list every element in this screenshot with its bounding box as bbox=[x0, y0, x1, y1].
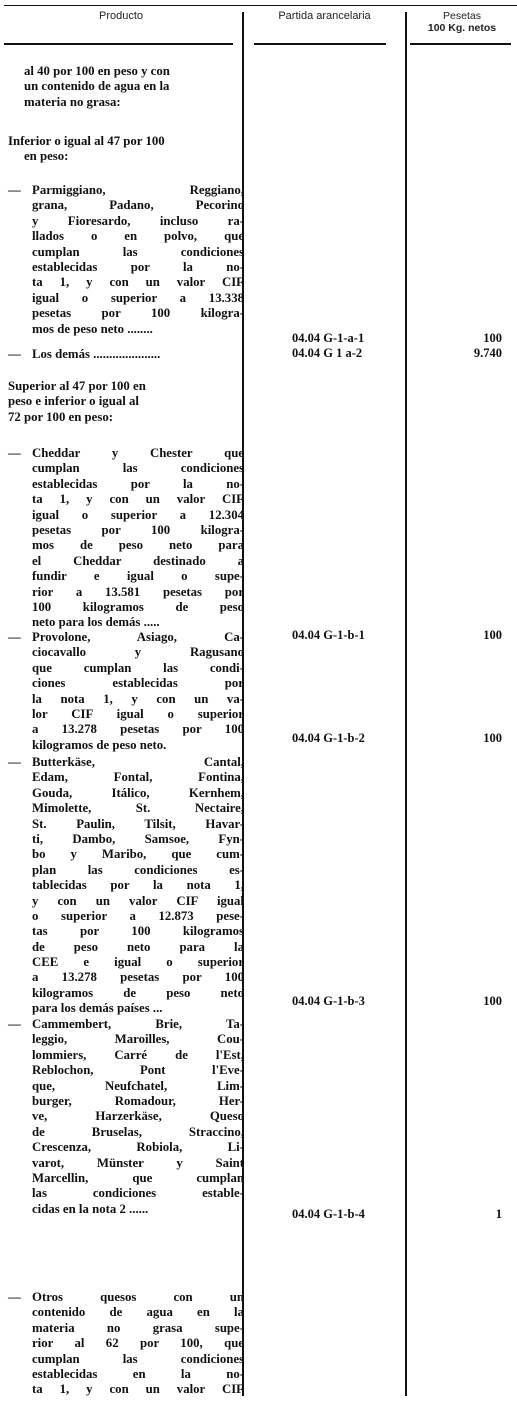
rate-g1a2: 9.740 bbox=[473, 346, 502, 360]
text-line: contenido de agua en la bbox=[32, 1305, 244, 1320]
text-line: pesetas por 100 kilogra- bbox=[32, 306, 244, 321]
header-rule-pesetas bbox=[410, 43, 511, 45]
text-line: la nota 1, y con un va- bbox=[32, 691, 244, 706]
text-line: igual o superior a 12.304 bbox=[32, 507, 244, 522]
text-line: o superior a 12.873 pese- bbox=[32, 908, 244, 923]
text-line: ti, Dambo, Samsoe, Fyn- bbox=[32, 831, 244, 846]
header-rule-producto bbox=[4, 43, 233, 45]
text-line: ta 1, y con un valor CIF bbox=[32, 1382, 244, 1397]
text-line: el Cheddar destinado a bbox=[32, 553, 244, 568]
header-producto: Producto bbox=[98, 10, 144, 22]
tariff-code-g1b2: 04.04 G-1-b-2 bbox=[292, 731, 365, 745]
text-line: Marcellin, que cumplan bbox=[32, 1170, 244, 1185]
text-line: pesetas por 100 kilogra- bbox=[32, 522, 244, 537]
text-line: lor CIF igual o superior bbox=[32, 706, 244, 721]
text-line: 72 por 100 en peso: bbox=[8, 409, 113, 424]
list-dash: — bbox=[8, 755, 21, 769]
text-line: materia no grasa: bbox=[24, 94, 121, 109]
column-divider-2 bbox=[405, 12, 407, 1396]
text-line: tablecidas por la nota 1, bbox=[32, 878, 244, 893]
list-dash: — bbox=[8, 630, 21, 644]
subheading-superior bbox=[8, 379, 236, 425]
text-line: Reblochon, Pont l'Eve- bbox=[32, 1063, 244, 1078]
text-line: ciocavallo y Ragusano bbox=[32, 645, 244, 660]
tariff-code-g1b1: 04.04 G-1-b-1 bbox=[292, 628, 365, 642]
text-line: cumplan las condiciones bbox=[32, 1351, 244, 1366]
text-line: peso e inferior o igual al bbox=[8, 394, 139, 409]
list-item-text bbox=[32, 1290, 244, 1398]
list-dash: — bbox=[8, 347, 21, 361]
text-line: tas por 100 kilogramos bbox=[32, 924, 244, 939]
list-dash: — bbox=[8, 183, 21, 197]
text-line: las condiciones estable- bbox=[32, 1186, 244, 1201]
text-line: neto para los demás ..... bbox=[32, 615, 160, 630]
text-line: un contenido de agua en la bbox=[24, 79, 170, 94]
text-line: kilogramos de peso neto bbox=[32, 985, 244, 1000]
text-line: leggio, Maroilles, Cou- bbox=[32, 1032, 244, 1047]
text-line: ta 1, y con un valor CIF bbox=[32, 492, 244, 507]
tariff-code-g1a2: 04.04 G 1 a-2 bbox=[292, 346, 363, 360]
text-line: establecidas por la no- bbox=[32, 259, 244, 274]
text-line: que, Neufchatel, Lim- bbox=[32, 1078, 244, 1093]
text-line: para los demás países ... bbox=[32, 1001, 163, 1016]
rate-g1b2: 100 bbox=[483, 731, 502, 745]
text-line: y Fioresardo, incluso ra- bbox=[32, 213, 244, 228]
text-line: Gouda, Itálico, Kernhem, bbox=[32, 785, 244, 800]
header-partida: Partida arancelaria bbox=[278, 10, 371, 22]
header-pesetas-line1: Pesetas bbox=[443, 10, 481, 22]
text-line: Butterkäse, Cantal, bbox=[32, 755, 244, 769]
list-item-text bbox=[32, 630, 244, 753]
tariff-code-g1a1: 04.04 G-1-a-1 bbox=[292, 331, 365, 345]
text-line: cumplan las condiciones bbox=[32, 461, 244, 476]
text-line: en peso: bbox=[24, 149, 69, 164]
text-line: burger, Romadour, Her- bbox=[32, 1093, 244, 1108]
text-line: grana, Padano, Pecorino bbox=[32, 198, 244, 213]
tariff-code-g1b3: 04.04 G-1-b-3 bbox=[292, 994, 365, 1008]
list-item-text bbox=[32, 446, 244, 631]
text-line: mos de peso neto para bbox=[32, 538, 244, 553]
text-line: a 13.278 pesetas por 100 bbox=[32, 970, 244, 985]
text-line: y con un valor CIF igual bbox=[32, 893, 244, 908]
text-line: cumplan las condiciones bbox=[32, 244, 244, 259]
text-line: establecidas por la no- bbox=[32, 476, 244, 491]
list-item-text bbox=[32, 347, 244, 362]
text-line: Superior al 47 por 100 en bbox=[8, 379, 146, 393]
text-line: plan las condiciones es- bbox=[32, 862, 244, 877]
text-line: Los demás ..................... bbox=[32, 347, 161, 361]
text-line: Mimolette, St. Nectaire, bbox=[32, 801, 244, 816]
text-line: establecidas en la no- bbox=[32, 1366, 244, 1381]
text-line: lommiers, Carré de l'Est, bbox=[32, 1047, 244, 1062]
header-pesetas bbox=[407, 10, 517, 34]
rate-g1a1: 100 bbox=[483, 331, 502, 345]
text-line: Provolone, Asiago, Ca- bbox=[32, 630, 244, 644]
text-line: cidas en la nota 2 ...... bbox=[32, 1201, 149, 1216]
text-line: llados o en polvo, que bbox=[32, 229, 244, 244]
table-top-rule bbox=[4, 5, 517, 6]
text-line: ve, Harzerkäse, Queso bbox=[32, 1109, 244, 1124]
list-dash: — bbox=[8, 1017, 21, 1031]
header-pesetas-line2: 100 Kg. netos bbox=[427, 22, 497, 34]
text-line: rior al 62 por 100, que bbox=[32, 1336, 244, 1351]
text-line: CEE e igual o superior bbox=[32, 955, 244, 970]
text-line: Cheddar y Chester que bbox=[32, 446, 244, 460]
text-line: varot, Münster y Saint bbox=[32, 1155, 244, 1170]
text-line: que cumplan las condi- bbox=[32, 660, 244, 675]
text-line: de peso neto para la bbox=[32, 939, 244, 954]
list-dash: — bbox=[8, 1290, 21, 1304]
text-line: rior a 13.581 pesetas por bbox=[32, 584, 244, 599]
list-item-text bbox=[32, 755, 244, 1017]
text-line: Crescenza, Robiola, Li- bbox=[32, 1140, 244, 1155]
text-line: fundir e igual o supe- bbox=[32, 569, 244, 584]
text-line: Edam, Fontal, Fontina, bbox=[32, 770, 244, 785]
text-line: al 40 por 100 en peso y con bbox=[24, 64, 170, 78]
text-line: St. Paulin, Tilsit, Havar- bbox=[32, 816, 244, 831]
rate-g1b3: 100 bbox=[483, 994, 502, 1008]
text-line: ciones establecidas por bbox=[32, 676, 244, 691]
text-line: de Bruselas, Straccino, bbox=[32, 1124, 244, 1139]
list-item-text bbox=[32, 183, 244, 337]
rate-g1b1: 100 bbox=[483, 628, 502, 642]
header-rule-partida bbox=[254, 43, 386, 45]
text-line: Otros quesos con un bbox=[32, 1290, 244, 1304]
list-item-text bbox=[32, 1017, 244, 1217]
tariff-code-g1b4: 04.04 G-1-b-4 bbox=[292, 1207, 365, 1221]
list-dash: — bbox=[8, 446, 21, 460]
text-line: a 13.278 pesetas por 100 bbox=[32, 722, 244, 737]
subheading-inferior bbox=[8, 134, 165, 165]
text-line: materia no grasa supe- bbox=[32, 1320, 244, 1335]
rate-g1b4: 1 bbox=[495, 1207, 502, 1221]
text-line: Inferior o igual al 47 por 100 bbox=[8, 134, 165, 148]
text-line: ta 1, y con un valor CIF bbox=[32, 275, 244, 290]
text-line: kilogramos de peso neto. bbox=[32, 737, 167, 752]
text-line: 100 kilogramos de peso bbox=[32, 599, 244, 614]
text-line: Cammembert, Brie, Ta- bbox=[32, 1017, 244, 1031]
text-line: mos de peso neto ........ bbox=[32, 321, 153, 336]
text-line: igual o superior a 13.338 bbox=[32, 290, 244, 305]
text-line: Parmiggiano, Reggiano, bbox=[32, 183, 244, 197]
text-line: bo y Maribo, que cum- bbox=[32, 847, 244, 862]
intro-paragraph bbox=[24, 64, 170, 110]
